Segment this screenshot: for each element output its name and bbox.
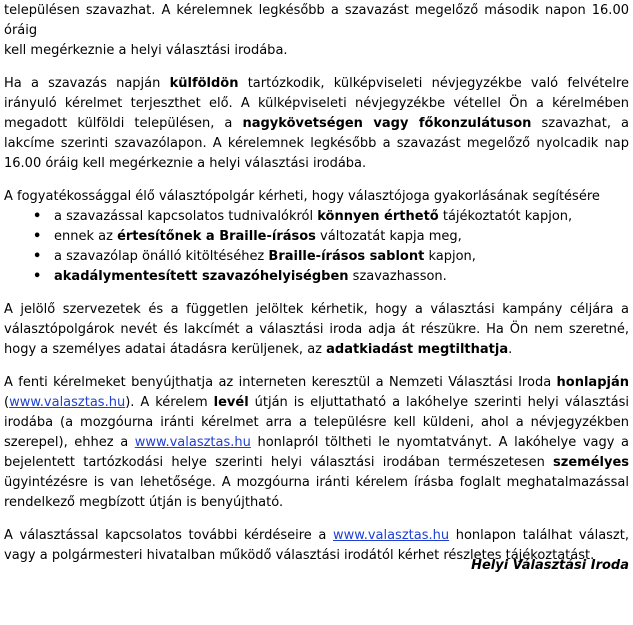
paragraph-abroad xyxy=(4,74,629,174)
bold-text: levél xyxy=(213,395,249,410)
signature: Helyi Választási Iroda xyxy=(471,558,629,573)
text: szavazhasson. xyxy=(348,269,447,284)
text: tájékoztatót kapjon, xyxy=(438,209,573,224)
text: a szavazólap önálló kitöltéséhez xyxy=(54,249,269,264)
bold-text: könnyen érthető xyxy=(317,209,439,224)
text: tartózkodik, külképviseleti névjegyzékbe való felvételre irányuló kérelmet terjeszthet elő. A külképviseleti névjegyzékbe vétellel Ön a kérelmében megadott külföldi településen, a xyxy=(4,76,629,131)
text: ). A kérelem xyxy=(125,395,214,410)
bold-text: honlapján xyxy=(556,375,629,390)
website-link[interactable]: www.valasztas.hu xyxy=(9,395,126,410)
list-item xyxy=(33,267,629,287)
paragraph-continuation-line1: településen szavazhat. A kérelemnek legkésőbb a szavazást megelőző második napon 16.00 óráig xyxy=(4,3,629,38)
text: változatát kapja meg, xyxy=(315,229,462,244)
text: honlapon találhat választ, vagy a polgármesteri hivatalban működő választási irodától kérhet részletes tájékoztatást. xyxy=(4,528,629,563)
bold-text: értesítőnek a Braille-írásos xyxy=(117,229,316,244)
text: útján is eljuttatható a lakóhelye szerinti helyi választási irodába (a mozgóurna iránti kérelmet arra a településre kell küldeni, ahol a névjegyzékben szerepel), ehhez a xyxy=(4,395,629,450)
paragraph-data-release xyxy=(4,300,629,360)
list-item xyxy=(33,227,629,247)
text: ( xyxy=(4,395,10,410)
text: . xyxy=(508,342,513,357)
text: A fenti kérelmeket benyújthatja az interneten keresztül a Nemzeti Választási Iroda xyxy=(4,375,557,390)
paragraph-continuation-line2: kell megérkeznie a helyi választási irodába. xyxy=(4,43,288,58)
text: A választással kapcsolatos további kérdéseire a xyxy=(4,528,333,543)
paragraph-disability-intro: A fogyatékossággal élő választópolgár kérheti, hogy választójoga gyakorlásának segítésére xyxy=(4,189,600,204)
text: Ha a szavazás napján xyxy=(4,76,170,91)
bold-text: nagykövetségen vagy főkonzulátuson xyxy=(242,116,532,131)
text: honlapról töltheti le nyomtatványt. A lakóhelye vagy a bejelentett tartózkodási helye szerinti helyi választási irodában természetesen xyxy=(4,435,629,470)
disability-options-list xyxy=(4,207,629,287)
bold-text: külföldön xyxy=(169,76,239,91)
list-item xyxy=(33,247,629,267)
website-link[interactable]: www.valasztas.hu xyxy=(134,435,251,450)
bold-text: személyes xyxy=(553,455,629,470)
bold-text: adatkiadást megtilthatja xyxy=(326,342,509,357)
text: kapjon, xyxy=(424,249,476,264)
text: ennek az xyxy=(54,229,118,244)
text: a szavazással kapcsolatos tudnivalókról xyxy=(54,209,318,224)
text: ügyintézésre is van lehetősége. A mozgóurna iránti kérelem írásba foglalt meghatalmazással rendelkező megbízott útján is benyújtható. xyxy=(4,475,629,510)
bold-text: akadálymentesített szavazóhelyiségben xyxy=(54,269,349,284)
bold-text: Braille-írásos sablont xyxy=(268,249,425,264)
text: szavazhat, a lakcíme szerinti szavazólapon. A kérelemnek legkésőbb a szavazást megelőző nyolcadik nap 16.00 óráig kell megérkeznie a helyi választási irodába. xyxy=(4,116,629,171)
paragraph-continuation xyxy=(4,1,629,61)
text: A jelölő szervezetek és a független jelöltek kérhetik, hogy a választási kampány céljára a választópolgárok nevét és lakcímét a választási iroda adja át részükre. Ha Ön nem szeretné, hogy a személyes adatai átadásra kerüljenek, az xyxy=(4,302,629,357)
list-item xyxy=(33,207,629,227)
paragraph-submission xyxy=(4,373,629,513)
website-link[interactable]: www.valasztas.hu xyxy=(332,528,450,543)
